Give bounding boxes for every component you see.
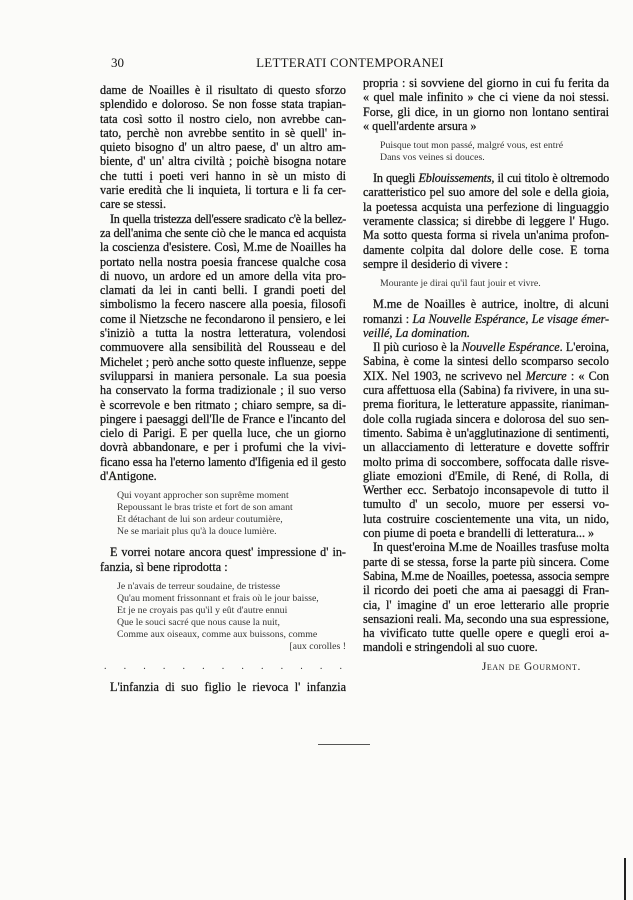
text-line: la coscienza d'esistere. Così, M.me de Noailles ha bbox=[100, 240, 346, 255]
text-line: molto prima di soccombere, soffocata dalle risve- bbox=[363, 454, 609, 469]
dot: . bbox=[221, 660, 225, 672]
text-line: biente, d' un' altra civiltà ; poichè bisogna notare bbox=[100, 154, 346, 169]
text-line: è scorrevole e ben ritmato ; chiaro sempre, sa di- bbox=[100, 397, 346, 412]
verse-line: Ne se mariait plus qu'à la douce lumière. bbox=[117, 526, 277, 538]
text-line: con piume di poeta e brandelli di letteratura... » bbox=[363, 526, 595, 541]
verse-line-overflow: [aux corolles ! bbox=[289, 640, 346, 652]
text-line: un allacciamento di letterature e dovette soffrir bbox=[363, 440, 609, 455]
text-line: dole colla rugiada sincera e dolorosa del suo sen- bbox=[363, 411, 609, 426]
text-line: sempre il desiderio di vivere : bbox=[363, 256, 509, 271]
dot: . bbox=[123, 660, 127, 672]
verse-line: Puisque tout mon passé, malgré vous, est entré bbox=[380, 140, 564, 152]
text-line: caratteristico pel suo amore del sole e della gioia, bbox=[363, 185, 609, 200]
dot: . bbox=[143, 660, 146, 672]
text-line: clamati da lei in canti belli. I grandi poeti del bbox=[100, 283, 346, 298]
text-line: tumulto d' un secolo, muore per essersi vo- bbox=[363, 497, 609, 512]
text-line: romanzi : La Nouvelle Espérance, Le visage émer- bbox=[363, 311, 609, 326]
verse-line: Dans vos veines si douces. bbox=[380, 152, 485, 164]
italic-title: veillé bbox=[363, 325, 390, 340]
dot: . bbox=[280, 660, 284, 672]
dot: . bbox=[261, 660, 264, 672]
running-title: LETTERATI CONTEMPORANEI bbox=[256, 55, 444, 70]
text-line: splendido e doloroso. Se non fosse stata trapian- bbox=[100, 97, 346, 112]
text-line: che tutti i poeti veri hanno in sè un misto di bbox=[100, 168, 346, 183]
text-line: commuovere alla sensibilità del Rousseau e del bbox=[100, 340, 346, 355]
paragraph bbox=[100, 545, 346, 574]
text-line: za dell'anima che sente ciò che le manca ed acquista bbox=[100, 225, 346, 240]
text-line: portato nella nostra poesia francese qualche cosa bbox=[100, 254, 346, 269]
paragraph bbox=[363, 171, 609, 271]
verse-quote bbox=[380, 278, 609, 290]
verse-line: Je n'avais de terreur soudaine, de tristesse bbox=[117, 580, 281, 592]
author-signature: Jean de Gourmont. bbox=[481, 660, 581, 673]
text-line: Il più curioso è la Nouvelle Espérance. L'eroina, bbox=[373, 340, 609, 355]
verse-quote bbox=[380, 140, 609, 164]
right-column bbox=[363, 76, 609, 675]
verse-line: Que le souci sacré que nous cause la nuit, bbox=[117, 616, 280, 628]
text-line: « quell'ardente arsura » bbox=[363, 118, 477, 133]
text-line: Sabina, è come la sintesi dello scomparso secolo bbox=[363, 354, 609, 369]
text-line: varie eredità che li inquieta, li tortura e li fa cer- bbox=[100, 183, 346, 198]
scan-edge-mark bbox=[624, 858, 626, 900]
text-line: In quest'eroina M.me de Noailles trasfuse molta bbox=[373, 540, 609, 555]
text-line: veillé, La domination. bbox=[363, 325, 470, 340]
dot: . bbox=[202, 660, 205, 672]
text-line: come il Nietzsche ne fecondarono il pensiero, e lei bbox=[100, 311, 346, 326]
text-line: veramente classica; si direbbe di leggere l' Hugo. bbox=[363, 214, 609, 229]
paragraph bbox=[100, 83, 346, 212]
text-line: tata così sotto il nostro cielo, non avrebbe can- bbox=[100, 111, 346, 126]
text-line: propria : si sovviene del giorno in cui fu ferita da bbox=[363, 76, 609, 90]
dot: . bbox=[339, 660, 342, 672]
text-line: sensazioni reali. Ma, secondo una sua espressione, bbox=[363, 611, 610, 626]
verse-line: Repoussant le bras triste et fort de son amant bbox=[117, 502, 293, 514]
paragraph bbox=[100, 212, 346, 484]
text-line: gliate emozioni d'Emile, di René, di Rolla, di bbox=[363, 468, 609, 483]
paragraph bbox=[363, 297, 609, 340]
ellipsis-dots bbox=[100, 660, 346, 674]
verse-line: Qui voyant approcher son suprême moment bbox=[117, 490, 289, 502]
verse-line: Et détachant de lui son ardeur coutumière, bbox=[117, 514, 283, 526]
text-line: Forse, gli dice, in un giorno non lontano sentirai bbox=[363, 104, 609, 119]
text-line: quieto bisogno d' un altro paese, d' un altro am- bbox=[100, 140, 346, 155]
text-line: il ricordo dei poeti che ama ai paesaggi di Fran- bbox=[363, 583, 609, 598]
text-line: Ma sotto questa forma si rivela un'anima profon- bbox=[363, 228, 609, 243]
text-line: « quel male infinito » che ci viene da noi stessi. bbox=[363, 90, 609, 105]
text-line: care se stessi. bbox=[100, 197, 166, 212]
italic-title: Nouvelle Espérance bbox=[461, 340, 560, 355]
text-line: la poetessa acquista una perfezione di linguaggio bbox=[363, 199, 609, 214]
text-line: damente colpita dal dolore delle cose. E torna bbox=[363, 242, 609, 257]
left-column bbox=[100, 83, 346, 694]
text-line: cia, l' imagine d' un eroe letterario alle proprie bbox=[363, 597, 609, 612]
text-line: XIX. Nel 1903, ne scrivevo nel Mercure : « Con bbox=[363, 368, 609, 383]
text-line: cura affettuosa ella (Sabina) fa rivivere, in una su- bbox=[363, 383, 609, 398]
dot: . bbox=[162, 660, 166, 672]
text-line: tato, perchè non avrebbe sentito in sè quell' in- bbox=[100, 125, 346, 140]
italic-title: Le visage émer- bbox=[531, 311, 609, 326]
italic-title: La domination. bbox=[395, 325, 470, 340]
text-line: L'infanzia di suo figlio le rievoca l' infanzia bbox=[110, 679, 346, 694]
text-line: s'iniziò a tutta la nostra letteratura, volendosi bbox=[100, 326, 346, 341]
dot: . bbox=[241, 660, 244, 672]
page-number: 30 bbox=[111, 55, 124, 70]
text-line: ficano essa ha l'eterno lamento d'Ifigenia ed il gesto bbox=[100, 454, 346, 469]
verse-quote bbox=[117, 581, 346, 653]
text-line: ha vivificato tutte quelle opere e quegli eroi a- bbox=[363, 626, 609, 641]
paragraph bbox=[363, 540, 609, 654]
text-line: svilupparsi in maniera personale. La sua poesia bbox=[100, 368, 346, 383]
verse-line: Et je ne croyais pas qu'il y eût d'autre ennui bbox=[117, 604, 288, 616]
text-line: cielo di Parigi. E per quella luce, che un giorno bbox=[100, 426, 346, 441]
dot: . bbox=[182, 660, 185, 672]
verse-line: Qu'au moment frissonnant et frais où le jour baisse, bbox=[117, 592, 319, 604]
text-line: Werther ecc. Serbatojo inconsapevole di tutto il bbox=[363, 483, 609, 498]
dot: . bbox=[300, 660, 303, 672]
paragraph bbox=[363, 340, 609, 540]
paragraph bbox=[100, 680, 346, 694]
italic-title: La Nouvelle Espérance bbox=[412, 311, 526, 326]
dot: . bbox=[104, 660, 107, 672]
italic-title: Mercure bbox=[525, 368, 567, 383]
text-line: prema fioritura, le letterature appassite, rianiman- bbox=[363, 397, 609, 412]
text-line: M.me de Noailles è autrice, inoltre, di alcuni bbox=[373, 297, 609, 312]
text-line: parte di se stessa, forse la parte più sincera. Come bbox=[363, 554, 609, 569]
text-line: In quella tristezza dell'essere sradicato c'è la bellez- bbox=[110, 211, 346, 226]
paragraph bbox=[363, 76, 609, 133]
verse-line: Comme aux oiseaux, comme aux buissons, comme bbox=[117, 628, 318, 640]
text-line: dame de Noailles è il risultato di questo sforzo bbox=[100, 83, 346, 97]
italic-title: Eblouissements bbox=[418, 171, 492, 186]
text-line: mandoli e stringendoli al suo cuore. bbox=[363, 640, 538, 655]
verse-line: Mourante je dirai qu'il faut jouir et vivre. bbox=[380, 278, 541, 290]
text-line: Michelet ; però anche sotto queste influenze, seppe bbox=[100, 354, 346, 369]
text-line: luta costruire coscientemente una vita, un nido, bbox=[363, 511, 609, 526]
text-line: dovrà abbandonare, e per i profumi che la vivi- bbox=[100, 440, 346, 455]
text-line: fanzia, sì bene riprodotta : bbox=[100, 559, 228, 574]
dot: . bbox=[319, 660, 323, 672]
verse-quote bbox=[117, 490, 346, 538]
text-line: d'Antigone. bbox=[100, 469, 157, 484]
end-rule-divider bbox=[318, 744, 370, 745]
text-line: E vorrei notare ancora quest' impressione d' in- bbox=[110, 545, 346, 560]
text-line: In quegli Eblouissements, il cui titolo è oltremodo bbox=[373, 171, 609, 186]
text-line: di nuovo, un ardore ed un amore della vita pro- bbox=[100, 268, 346, 283]
text-line: timento. Sabima è un'agglutinazione di sentimenti, bbox=[363, 425, 609, 440]
text-line: simbolismo la fecero nascere alla poesia, filosofi bbox=[100, 297, 346, 312]
text-line: pingere i paesaggi dell'Ile de France e l'incanto del bbox=[100, 411, 346, 426]
text-line: ha conservato la forma tradizionale ; il suo verso bbox=[100, 383, 346, 398]
text-line: Sabina, M.me de Noailles, poetessa, associa sempre bbox=[363, 568, 609, 583]
